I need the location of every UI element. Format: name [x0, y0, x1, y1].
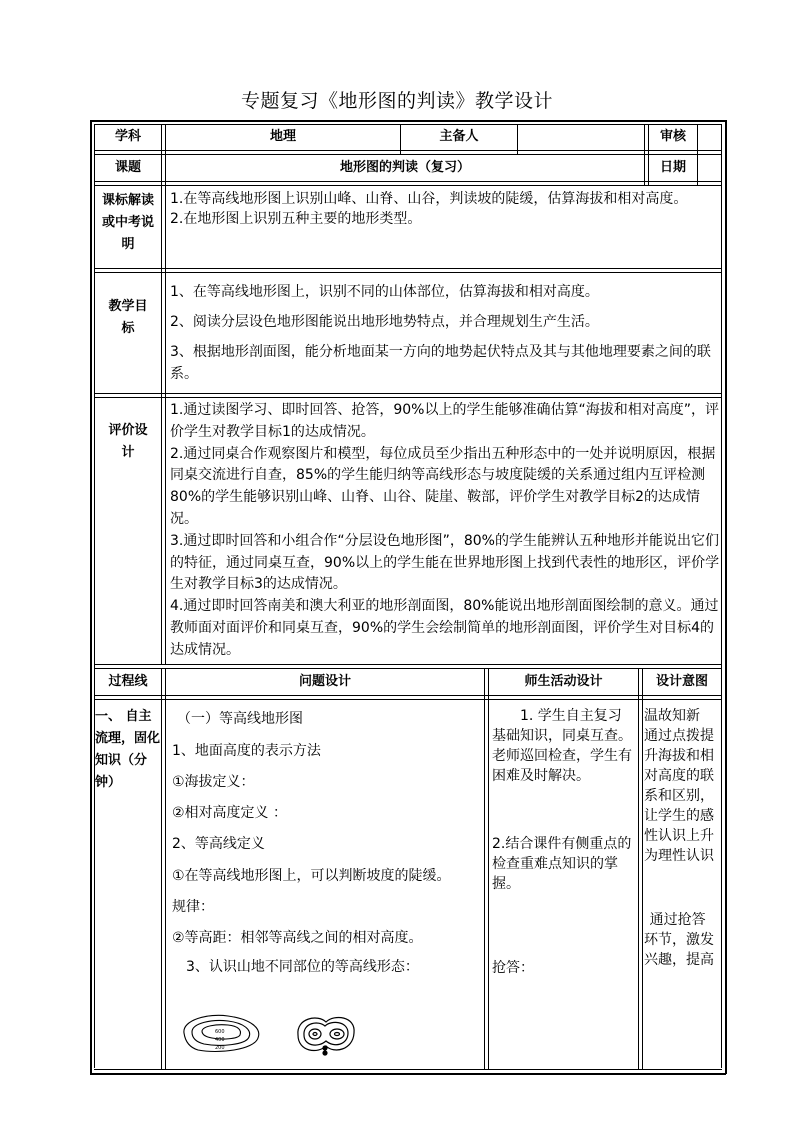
contour-diagrams [178, 1008, 358, 1058]
intent-item: 通过抢答环节，激发兴趣，提高 [644, 912, 714, 968]
question-item: 规律： [172, 899, 214, 915]
objective-line: 1、在等高线地形图上，识别不同的山体部位，估算海拔和相对高度。 [170, 284, 599, 300]
evaluation-line: 1.通过读图学习、即时回答、抢答，90%以上的学生能够准确估算“海拔和相对高度”，评价学生对教学目标1的达成情况。 [170, 402, 719, 440]
col-intent: 设计意图 [655, 674, 708, 689]
curriculum-line: 2.在地形图上识别五种主要的地形类型。 [170, 210, 422, 227]
activity-item: 抢答： [492, 960, 534, 976]
intent-item: 温故知新 通过点拨提升海拔和相对高度的联系和区别，让学生的感性认识上升为理性认识 [644, 708, 714, 864]
evaluation-line: 3.通过即时回答和小组合作“分层设色地形图”，80%的学生能辨认五种地形并能说出它们的特征，通过同桌互查，90%以上的学生能在世界地形图上找到代表性的地形区，评价学生对教学目标3的达成情况。 [170, 532, 720, 593]
document-title: 专题复习《地形图的判读》教学设计 [240, 90, 553, 112]
col-process: 过程线 [108, 674, 148, 689]
contour-label: 400 [215, 1037, 225, 1043]
contour-label: 200 [215, 1045, 225, 1051]
objectives-content [170, 281, 720, 385]
question-item: 3、认识山地不同部位的等高线形态： [186, 959, 419, 975]
curriculum-label: 课标解读或中考说明 [101, 193, 154, 252]
question-item: ①在等高线地形图上，可以判断坡度的陡缓。 [172, 868, 451, 884]
evaluation-content [170, 400, 720, 662]
question-item: （一）等高线地形图 [177, 711, 303, 727]
question-item: 2、等高线定义 [172, 836, 265, 852]
topic-value: 地形图的判读（复习） [339, 160, 470, 175]
curriculum-content [170, 190, 718, 229]
question-item: ②等高距：相邻等高线之间的相对高度。 [172, 930, 423, 946]
evaluation-line: 2.通过同桌合作观察图片和模型，每位成员至少指出五种形态中的一处并说明原因，根据同桌交流进行自查，85%的学生能归纳等高线形态与坡度陡缓的关系通过组内互评检测 80%的学生能够识别山峰、山脊、山谷、陡崖、鞍部，评价学生对教学目标2的达成情况。 [170, 445, 716, 527]
curriculum-line: 1.在等高线地形图上识别山峰、山脊、山谷，判读坡的陡缓，估算海拔和相对高度。 [170, 191, 688, 207]
activity-item: 2.结合课件有侧重点的检查重难点知识的掌握。 [492, 836, 632, 892]
activity-list [492, 706, 634, 978]
question-item: 1、地面高度的表示方法 [172, 743, 321, 759]
subject-value: 地理 [269, 129, 296, 144]
objectives-label: 教学目标 [108, 299, 148, 336]
question-item: ①海拔定义： [172, 774, 255, 790]
date-label: 日期 [659, 160, 686, 175]
subject-label: 学科 [114, 129, 141, 144]
contour-label: 600 [215, 1029, 225, 1035]
activity-item: 1. 学生自主复习基础知识，同桌互查。老师巡回检查，学生有困难及时解决。 [492, 708, 632, 784]
evaluation-label: 评价设计 [108, 423, 148, 460]
stage-label: 一、 自主流理，固化知识（分钟） [95, 709, 161, 790]
topic-label: 课题 [114, 160, 141, 175]
contour-saddle-diagram [298, 1017, 354, 1055]
col-question: 问题设计 [298, 674, 351, 689]
col-activity: 师生活动设计 [524, 674, 603, 689]
preparer-label: 主备人 [439, 129, 479, 144]
review-label: 审核 [659, 129, 686, 144]
intent-list [644, 706, 718, 970]
evaluation-line: 4.通过即时回答南美和澳大利亚的地形剖面图，80%能说出地形剖面图绘制的意义。通过教师面对面评价和同桌互查，90%的学生会绘制简单的地形剖面图，评价学生对目标4的达成情况。 [170, 598, 719, 658]
objective-line: 3、根据地形剖面图，能分析地面某一方向的地势起伏特点及其与其他地理要素之间的联系。 [170, 344, 711, 382]
objective-line: 2、阅读分层设色地形图能说出地形地势特点，并合理规划生产生活。 [170, 314, 599, 330]
question-item: ②相对高度定义 ： [172, 805, 288, 821]
